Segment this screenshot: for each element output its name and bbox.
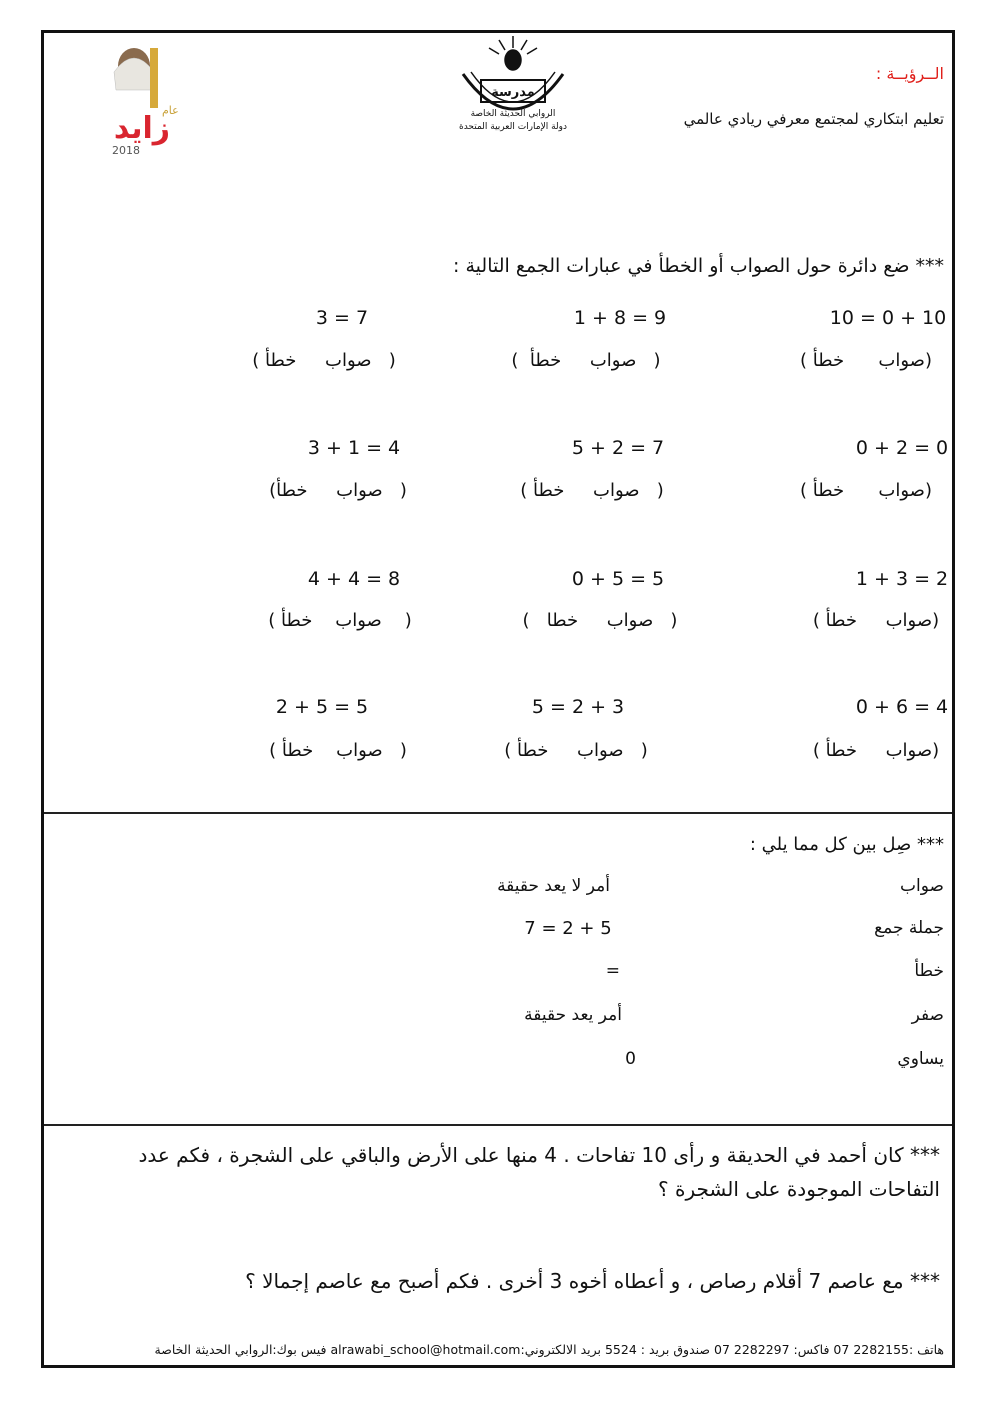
- section1-title: *** ضع دائرة حول الصواب أو الخطأ في عبارات الجمع التالية :: [453, 255, 944, 277]
- vision-label: الــرؤيــة :: [875, 64, 944, 83]
- equation-r3-c2: 0 + 5 = 5: [571, 568, 665, 590]
- zayed-year-word: عام: [162, 104, 179, 117]
- match-right-5[interactable]: 0: [625, 1049, 636, 1069]
- section-divider-1: [44, 812, 952, 814]
- word-problem-1: *** كان أحمد في الحديقة و رأى 10 تفاحات . 4 منها على الأرض والباقي على الشجرة ، فكم عدد التفاحات الموجودة على الشجرة ؟: [138, 1143, 940, 1201]
- school-logo-arc-text: الروابي الحديثة الخاصة: [470, 109, 556, 119]
- choice-r4-c1[interactable]: (صواب خطأ ): [812, 740, 940, 761]
- match-left-4[interactable]: صفر: [911, 1005, 944, 1025]
- footer-contact: هاتف :2282155 07 فاكس: 2282297 07 صندوق بريد : 5524 بريد الالكتروني:alrawabi_school@hotmail.com فيس بوك:الروابي الحديثة الخاصة: [154, 1342, 944, 1357]
- school-logo-text: مدرسة: [491, 85, 535, 100]
- equation-r4-c1: 0 + 6 = 4: [855, 696, 949, 718]
- match-right-3[interactable]: =: [605, 961, 620, 981]
- equation-r1-c3: 3 = 7: [315, 307, 369, 329]
- vision-text: تعليم ابتكاري لمجتمع معرفي ريادي عالمي: [683, 110, 944, 128]
- zayed-year: 2018: [112, 144, 140, 157]
- equation-r2-c3: 3 + 1 = 4: [307, 437, 401, 459]
- choice-r1-c3[interactable]: ( صواب خطأ ): [252, 350, 396, 371]
- match-right-4[interactable]: أمر يعد حقيقة: [524, 1005, 622, 1025]
- equation-r3-c3: 4 + 4 = 8: [307, 568, 401, 590]
- equation-r2-c1: 0 + 2 = 0: [855, 437, 949, 459]
- zayed-name: زايد: [113, 111, 171, 146]
- match-left-5[interactable]: يساوي: [897, 1049, 944, 1069]
- choice-r4-c2[interactable]: ( صواب خطأ ): [504, 740, 648, 761]
- section-divider-2: [44, 1124, 952, 1126]
- choice-r3-c1[interactable]: (صواب خطأ ): [812, 610, 940, 631]
- match-left-3[interactable]: خطأ: [914, 961, 944, 981]
- match-right-2[interactable]: 7 = 2 + 5: [524, 918, 612, 939]
- match-left-2[interactable]: جملة جمع: [874, 918, 944, 938]
- equation-r4-c3: 2 + 5 = 5: [275, 696, 369, 718]
- school-logo: [443, 34, 583, 134]
- choice-r2-c3[interactable]: ( صواب خطأ): [269, 480, 407, 501]
- choice-r2-c2[interactable]: ( صواب خطأ ): [520, 480, 664, 501]
- choice-r4-c3[interactable]: ( صواب خطأ ): [269, 740, 407, 761]
- year-of-zayed-logo: [100, 42, 184, 160]
- choice-r3-c3[interactable]: ( صواب خطأ ): [268, 610, 412, 631]
- equation-r3-c1: 1 + 3 = 2: [855, 568, 949, 590]
- choice-r1-c2[interactable]: ( صواب خطأ ): [511, 350, 661, 371]
- match-left-1[interactable]: صواب: [900, 876, 944, 896]
- word-problem-2: *** مع عاصم 7 أقلام رصاص ، و أعطاه أخوه 3 أخرى . فكم أصبح مع عاصم إجمالا ؟: [245, 1269, 940, 1293]
- equation-r1-c1: 10 = 0 + 10: [829, 307, 947, 329]
- choice-r1-c1[interactable]: (صواب خطأ ): [799, 350, 932, 371]
- equation-r4-c2: 5 = 2 + 3: [531, 696, 625, 718]
- school-logo-bottom-text: دولة الإمارات العربية المتحدة: [458, 122, 568, 132]
- choice-r2-c1[interactable]: (صواب خطأ ): [799, 480, 932, 501]
- equation-r2-c2: 5 + 2 = 7: [571, 437, 665, 459]
- equation-r1-c2: 1 + 8 = 9: [573, 307, 667, 329]
- choice-r3-c2[interactable]: ( صواب خطا ): [522, 610, 678, 631]
- section2-title: *** صِل بين كل مما يلي :: [749, 834, 944, 855]
- match-right-1[interactable]: أمر لا يعد حقيقة: [497, 876, 610, 896]
